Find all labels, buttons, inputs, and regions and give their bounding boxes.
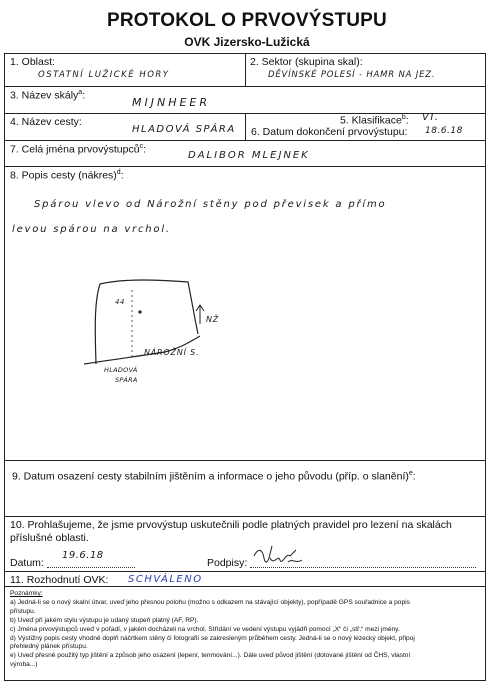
- arrow-icon: [196, 305, 204, 324]
- divider: [4, 460, 486, 461]
- field-label-decision: 11. Rozhodnutí OVK:: [10, 574, 109, 586]
- footnote-line: c) Jména prvovýstupců uveď v pořadí, v jakém docházeli na vrchol. Střídání ve vedení výstupu vyjádři pomocí „X“ či „stř.“ mezi jmény.: [10, 625, 400, 633]
- footnote-mark: d: [116, 169, 121, 176]
- sketch-route-label: HLADOVÁ: [104, 366, 138, 374]
- sketch-bolt-label: 44: [115, 298, 125, 306]
- declaration-line-2: příslušné oblasti.: [10, 532, 89, 544]
- description-line-1[interactable]: Spárou vlevo od Nárožní stěny pod převisek a přímo: [34, 199, 387, 210]
- footnote-line: e) Uveď přesně použitý typ jištění a způsob jeho osazení (lepení, tenmování...). Dále uveď původ jištění (dotované jištění od ČHS, vlastní: [10, 652, 411, 660]
- description-line-2[interactable]: levou spárou na vrchol.: [12, 224, 171, 235]
- field-value-date[interactable]: 19.6.18: [62, 550, 104, 561]
- footnote-line: b) Uveď při jakém stylu výstupu je udaný stupeň platný (AF, RP).: [10, 616, 199, 624]
- field-value-rock[interactable]: MIJNHEER: [132, 96, 211, 109]
- divider: [4, 140, 486, 141]
- divider: [4, 166, 486, 167]
- footnotes: [10, 590, 480, 670]
- field-label-protection-text: 9. Datum osazení cesty stabilním jištěním a informace o jeho původu (příp. o slanění): [12, 470, 409, 483]
- field-label-signatures: Podpisy:: [207, 557, 248, 569]
- footnotes-title: Poznámky:: [10, 590, 43, 597]
- sketch-arrow-label: NŽ: [206, 315, 220, 324]
- footnote-mark: e: [408, 470, 413, 477]
- field-value-sector[interactable]: DĚVÍNSKÉ POLESÍ - HAMR NA JEZ.: [268, 70, 436, 80]
- field-label-grade: 5. Klasifikace$^b$:: [340, 114, 409, 127]
- declaration-line-1: 10. Prohlašujeme, že jsme prvovýstup uskutečnili podle platných pravidel pro lezení na skalách: [10, 519, 452, 531]
- field-value-decision[interactable]: SCHVÁLENO: [128, 574, 203, 585]
- bolt-marker: [138, 310, 141, 313]
- divider: [4, 571, 486, 572]
- field-label-rock-text: 3. Název skály: [10, 89, 79, 102]
- field-value-date-done[interactable]: 18.6.18: [425, 126, 463, 136]
- footnote-line: výroba...): [10, 661, 38, 669]
- footnote-mark: b: [401, 114, 406, 121]
- field-label-region: 1. Oblast:: [10, 56, 55, 68]
- divider: [245, 53, 246, 86]
- field-label-protection: 9. Datum osazení cesty stabilním jištěním a informace o jeho původu (příp. o slanění)$^e$:: [12, 470, 416, 483]
- date-underline: [47, 567, 135, 568]
- field-label-climbers-text: 7. Celá jména prvovýstupců: [10, 143, 140, 156]
- divider: [245, 113, 246, 140]
- footnote-mark: a: [78, 89, 83, 96]
- field-label-grade-text: 5. Klasifikace: [340, 114, 402, 127]
- signature-image: [252, 544, 304, 570]
- field-label-sector: 2. Sektor (skupina skal):: [250, 56, 363, 68]
- field-label-description-text: 8. Popis cesty (nákres): [10, 169, 117, 182]
- divider: [4, 86, 486, 87]
- route-sketch: [80, 272, 250, 392]
- footnote-line: přístupu.: [10, 607, 36, 615]
- divider: [4, 516, 486, 517]
- field-label-description: 8. Popis cesty (nákres)$^d$:: [10, 169, 124, 182]
- footnote-line: d) Výstižný popis cesty vhodně doplň náčrtkem stěny či fotografií se zakresleným průběhem cesty. Jedná-li se o nový lezecký objekt, připoj: [10, 634, 415, 642]
- document-title: PROTOKOL O PRVOVÝSTUPU: [107, 10, 387, 31]
- sketch-wall-label: NÁROŽNÍ S.: [144, 348, 200, 357]
- field-value-region[interactable]: OSTATNÍ LUŽICKÉ HORY: [38, 70, 170, 80]
- document-subtitle: OVK Jizersko-Lužická: [184, 35, 310, 49]
- field-label-date: Datum:: [10, 557, 44, 569]
- field-value-grade[interactable]: VI.: [422, 112, 440, 123]
- footnote-line: a) Jedná-li se o nový skalní útvar, uveď jeho přesnou polohu (možno s odkazem na stávající objekty), popřípadě GPS souřadnice a popis: [10, 598, 410, 606]
- field-value-route[interactable]: HLADOVÁ SPÁRA: [132, 124, 236, 135]
- footnote-line: přehledný plánek přístupu.: [10, 643, 88, 651]
- sketch-route-label: SPÁRA: [115, 376, 138, 384]
- footnote-mark: c: [139, 143, 144, 150]
- divider: [4, 586, 486, 587]
- field-label-route: 4. Název cesty:: [10, 116, 82, 128]
- field-label-date-done: 6. Datum dokončení prvovýstupu:: [251, 126, 408, 138]
- field-value-climbers[interactable]: DALIBOR MLEJNEK: [188, 150, 310, 161]
- field-label-climbers: 7. Celá jména prvovýstupců$^c$:: [10, 143, 146, 156]
- field-label-rock: 3. Název skály$^a$:: [10, 89, 86, 102]
